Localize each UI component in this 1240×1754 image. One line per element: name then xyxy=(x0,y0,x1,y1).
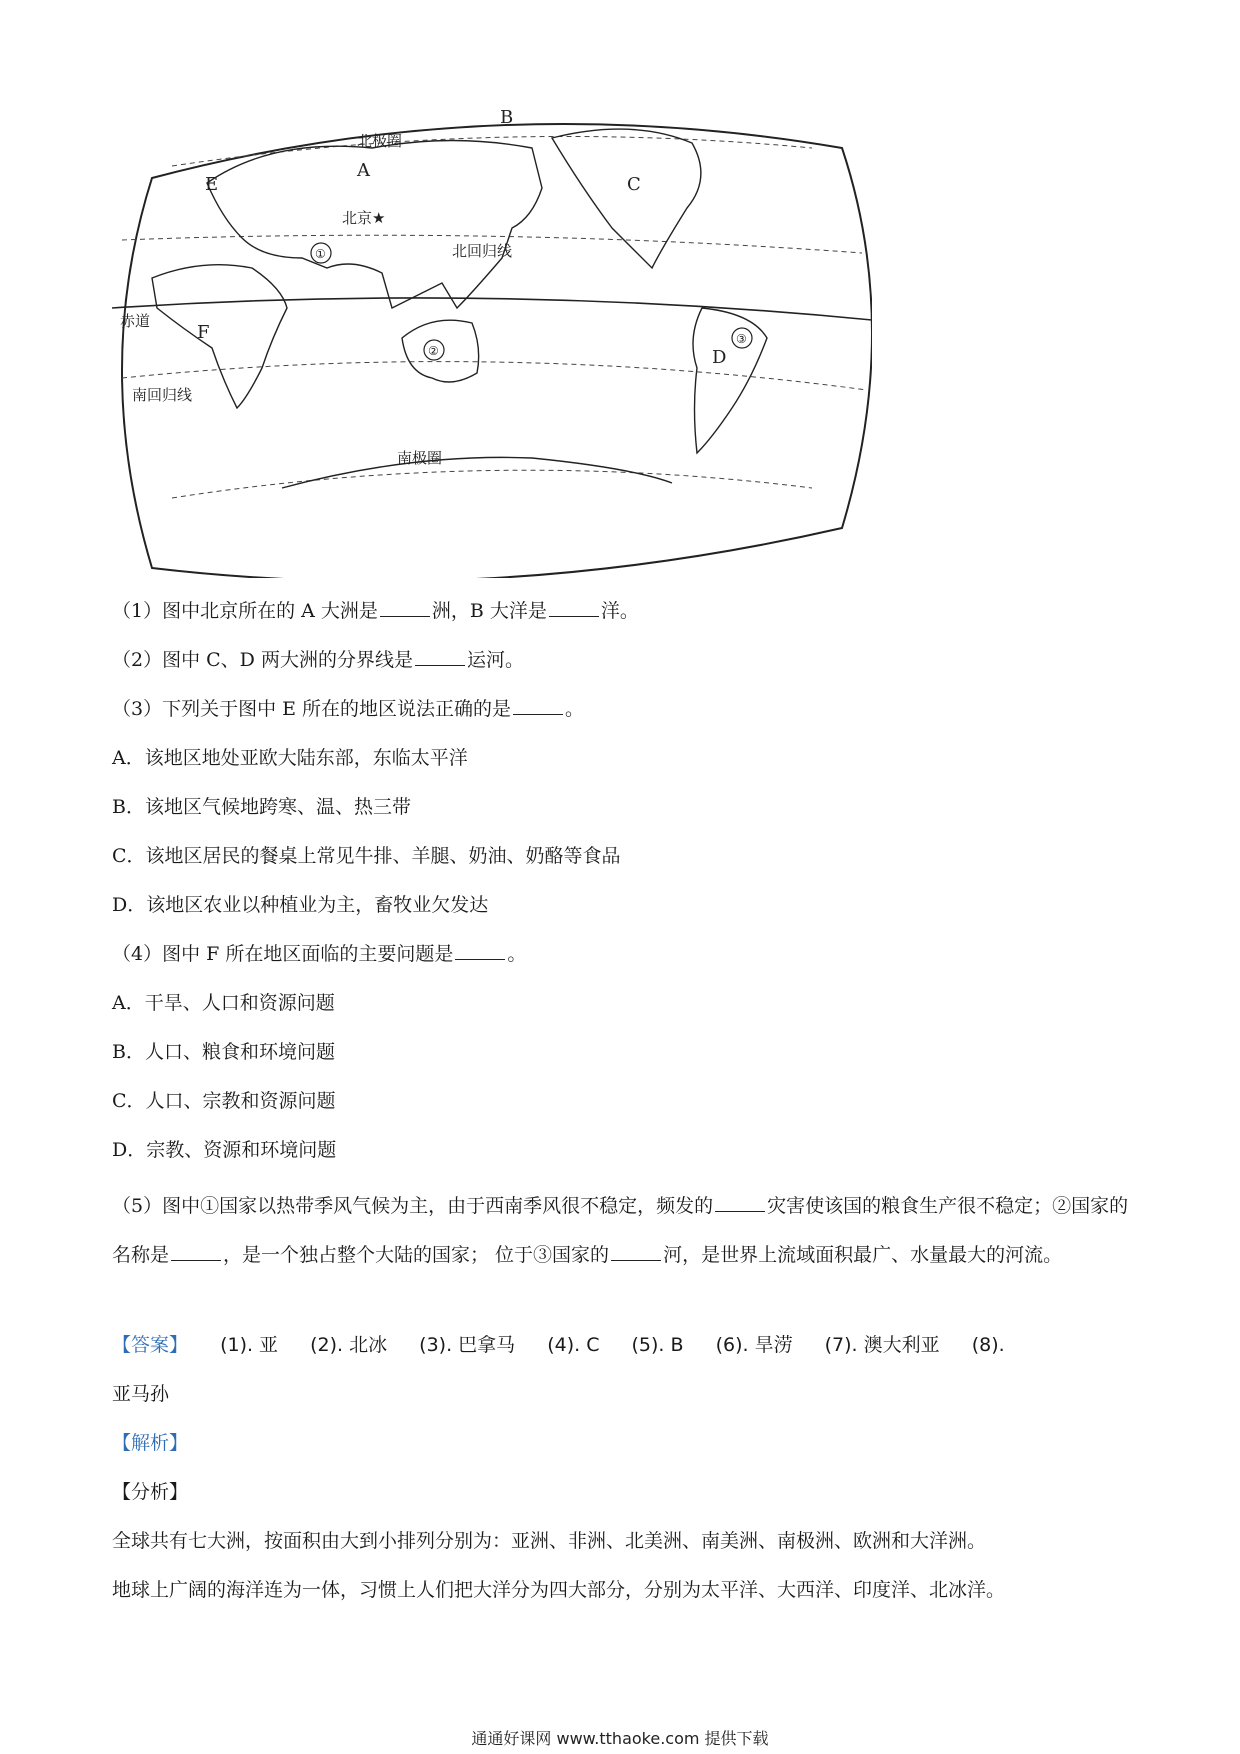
q5-text-1: （5）图中①国家以热带季风气候为主，由于西南季风很不稳定，频发的 xyxy=(112,1195,714,1217)
beijing-label: 北京★ xyxy=(342,209,386,227)
letter-c: C xyxy=(627,174,641,195)
answer-item-3: (3). 巴拿马 xyxy=(419,1334,516,1356)
australia-shape xyxy=(402,320,479,382)
question-3 xyxy=(112,694,1142,724)
antarctic-circle-line xyxy=(172,470,812,498)
letter-d: D xyxy=(712,347,727,368)
answer-line xyxy=(112,1330,1142,1360)
q3-text-pre: （3）下列关于图中 E 所在的地区说法正确的是 xyxy=(112,698,512,720)
world-map-svg xyxy=(112,108,872,578)
question-2 xyxy=(112,645,1142,675)
q5-text-2: 灾害使该国的粮食生产很不稳定；②国家的名称是 xyxy=(112,1195,1129,1266)
q2-text-pre: （2）图中 C、D 两大洲的分界线是 xyxy=(112,649,413,671)
q1-text-pre: （1）图中北京所在的 A 大洲是 xyxy=(112,600,378,622)
letter-f: F xyxy=(197,322,210,343)
north-america-shape xyxy=(552,129,701,268)
q1-text-post: 洋。 xyxy=(600,600,639,622)
answer-item-8: (8). xyxy=(971,1334,1005,1356)
map-frame xyxy=(122,124,872,578)
page-footer: 通通好课网 www.tthaoke.com 提供下载 xyxy=(471,1729,769,1748)
q1-text-mid: 洲，B 大洋是 xyxy=(431,600,547,622)
answer-tag: 【答案】 xyxy=(112,1334,189,1356)
q5-text-3: ，是一个独占整个大陆的国家； 位于③国家的 xyxy=(223,1244,610,1266)
q4-option-a: A．干旱、人口和资源问题 xyxy=(112,992,335,1014)
analysis-line-2: 地球上广阔的海洋连为一体，习惯上人们把大洋分为四大部分，分别为太平洋、大西洋、印度洋、北冰洋。 xyxy=(112,1579,1006,1601)
q3-option-d: D．该地区农业以种植业为主，畜牧业欠发达 xyxy=(112,894,489,916)
tropic-cancer-label: 北回归线 xyxy=(452,242,513,260)
explain-tag: 【解析】 xyxy=(112,1432,189,1454)
q4-text-pre: （4）图中 F 所在地区面临的主要问题是 xyxy=(112,943,454,965)
question-5 xyxy=(112,1182,1142,1280)
q2-blank xyxy=(415,647,465,666)
q3-option-b: B．该地区气候地跨寒、温、热三带 xyxy=(112,796,411,818)
letter-e: E xyxy=(205,174,219,195)
equator-line xyxy=(112,298,872,320)
answer-item-4: (4). C xyxy=(547,1334,600,1356)
q5-blank-1 xyxy=(715,1193,765,1212)
q5-blank-2 xyxy=(171,1242,221,1261)
answer-item-6: (6). 旱涝 xyxy=(715,1334,793,1356)
equator-label: 赤道 xyxy=(120,312,151,330)
world-map xyxy=(112,108,872,578)
analysis-line-1: 全球共有七大洲，按面积由大到小排列分别为：亚洲、非洲、北美洲、南美洲、南极洲、欧洲和大洋洲。 xyxy=(112,1530,987,1552)
tropic-capricorn-label: 南回归线 xyxy=(132,386,193,404)
q3-blank xyxy=(513,696,563,715)
q1-blank-1 xyxy=(380,598,430,617)
answer-item-5: (5). B xyxy=(631,1334,684,1356)
letter-b: B xyxy=(500,108,514,128)
letter-a: A xyxy=(357,160,370,181)
q4-option-b: B．人口、粮食和环境问题 xyxy=(112,1041,335,1063)
q4-blank xyxy=(455,941,505,960)
south-america-shape xyxy=(693,308,767,453)
q4-option-c: C．人口、宗教和资源问题 xyxy=(112,1090,336,1112)
answer-wrap: 亚马孙 xyxy=(112,1383,170,1405)
marker-one: ① xyxy=(315,247,326,261)
marker-two: ② xyxy=(428,344,439,358)
antarctica-shape xyxy=(282,457,672,488)
antarctic-circle-label: 南极圈 xyxy=(397,449,443,467)
q1-blank-2 xyxy=(549,598,599,617)
q4-option-d: D．宗教、资源和环境问题 xyxy=(112,1139,337,1161)
answer-item-2: (2). 北冰 xyxy=(310,1334,388,1356)
q3-option-c: C．该地区居民的餐桌上常见牛排、羊腿、奶油、奶酪等食品 xyxy=(112,845,621,867)
answer-item-1: (1). 亚 xyxy=(220,1334,279,1356)
q2-text-post: 运河。 xyxy=(466,649,524,671)
arctic-circle-label: 北极圈 xyxy=(357,132,403,150)
q4-text-post: 。 xyxy=(507,943,527,965)
question-4 xyxy=(112,939,1142,969)
analysis-tag: 【分析】 xyxy=(112,1481,189,1503)
question-1 xyxy=(112,596,1142,626)
q3-option-a: A．该地区地处亚欧大陆东部，东临太平洋 xyxy=(112,747,468,769)
q5-blank-3 xyxy=(611,1242,661,1261)
marker-three: ③ xyxy=(736,332,747,346)
answer-item-7: (7). 澳大利亚 xyxy=(824,1334,940,1356)
q5-text-4: 河，是世界上流域面积最广、水量最大的河流。 xyxy=(663,1244,1063,1266)
q3-text-post: 。 xyxy=(565,698,585,720)
